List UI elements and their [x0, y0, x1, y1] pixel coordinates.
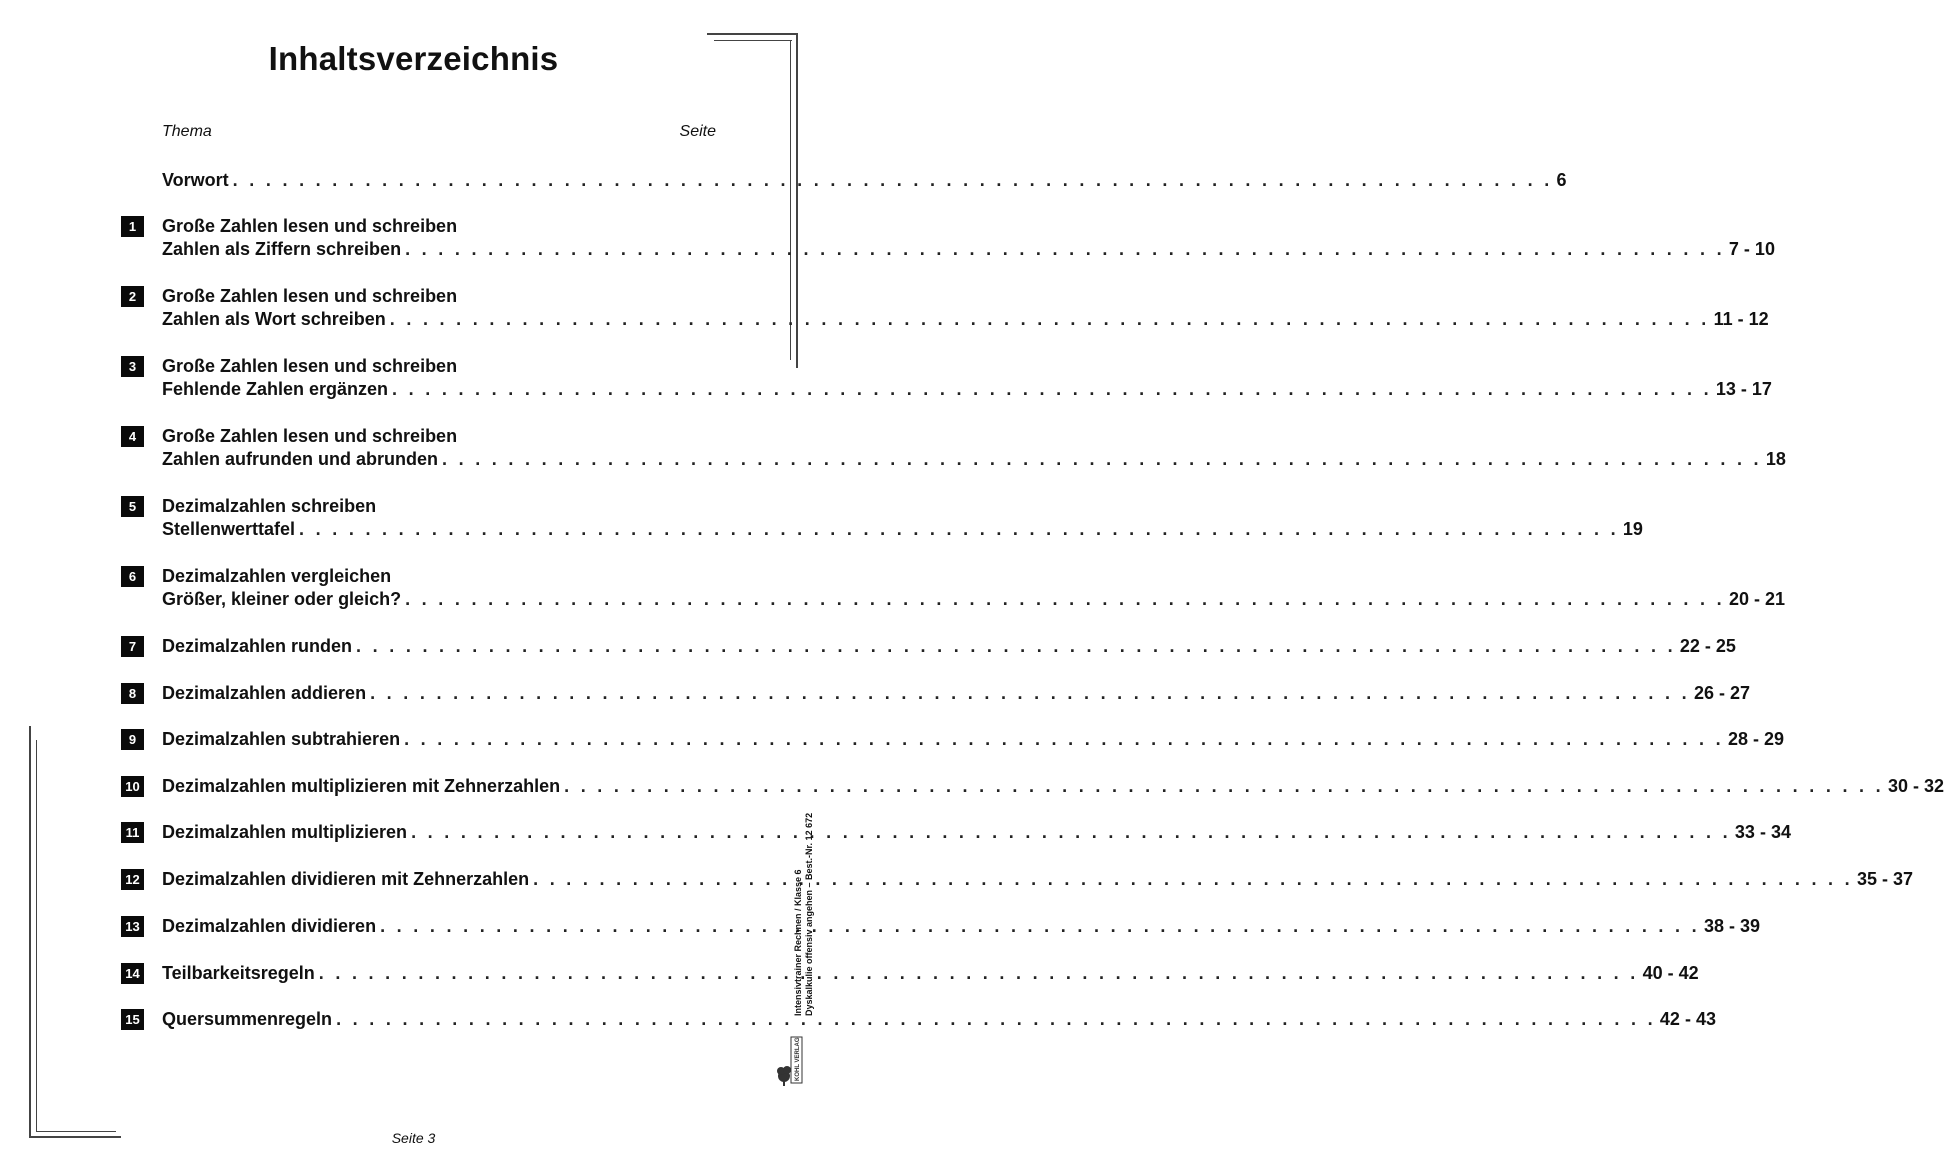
toc-entry-pages: 38 - 39: [1703, 916, 1760, 936]
dot-leader: . . . . . . . . . . . . . . . . . . . . . . . . . . . . . . . . . . . . . . . . . . . . . . . . . . . . . . . . . . . . . . . . . . . . . . . . . . . . . . . .: [411, 822, 1731, 842]
toc-entry: [162, 1008, 1716, 1031]
toc-entry-pages: 7 - 10: [1728, 239, 1775, 259]
toc-entry-heading: Große Zahlen lesen und schreiben: [162, 356, 458, 376]
publisher-name: KOHL VERLAG: [795, 1037, 801, 1081]
toc-entry: [162, 635, 1736, 658]
toc-entry: [162, 821, 1791, 844]
chapter-number-badge: 10: [121, 776, 144, 797]
toc-entry-heading: Dezimalzahlen vergleichen: [162, 566, 392, 586]
toc-entry: [162, 565, 1785, 611]
toc-entry-title: Zahlen als Wort schreiben: [162, 309, 386, 329]
publication-subtitle: Dyskalkulie offensiv angehen – Best.-Nr. 12 672: [804, 812, 814, 1016]
column-header-page: Seite: [679, 123, 716, 140]
toc-entry: [162, 425, 1786, 471]
dot-leader: . . . . . . . . . . . . . . . . . . . . . . . . . . . . . . . . . . . . . . . . . . . . . . . . . . . . . . . . . . . . . . . . . . . . . . . . . . . . . . . .: [564, 776, 1884, 796]
toc-entry-pages: 20 - 21: [1728, 589, 1785, 609]
toc-entry: [162, 775, 1944, 798]
dot-leader: . . . . . . . . . . . . . . . . . . . . . . . . . . . . . . . . . . . . . . . . . . . . . . . . . . . . . . . . . . . . . . . . . . . . . . . . . . . . . . . .: [299, 519, 1619, 539]
dot-leader: . . . . . . . . . . . . . . . . . . . . . . . . . . . . . . . . . . . . . . . . . . . . . . . . . . . . . . . . . . . . . . . . . . . . . . . . . . . . . . . .: [392, 379, 1712, 399]
toc-entry-title: Dezimalzahlen addieren: [162, 683, 367, 703]
chapter-number-badge: 7: [121, 636, 144, 657]
dot-leader: . . . . . . . . . . . . . . . . . . . . . . . . . . . . . . . . . . . . . . . . . . . . . . . . . . . . . . . . . . . . . . . . . . . . . . . . . . . . . . . .: [442, 449, 1762, 469]
chapter-number-badge: 14: [121, 963, 144, 984]
toc-entry-title: Dezimalzahlen multiplizieren mit Zehnerzahlen: [162, 776, 561, 796]
toc-entry-title: Dezimalzahlen runden: [162, 636, 353, 656]
chapter-number-badge: 9: [121, 729, 144, 750]
toc-entry-heading: Große Zahlen lesen und schreiben: [162, 286, 458, 306]
chapter-number-badge: 1: [121, 216, 144, 237]
dot-leader: . . . . . . . . . . . . . . . . . . . . . . . . . . . . . . . . . . . . . . . . . . . . . . . . . . . . . . . . . . . . . . . . . . . . . . . . . . . . . . . .: [404, 729, 1724, 749]
dot-leader: . . . . . . . . . . . . . . . . . . . . . . . . . . . . . . . . . . . . . . . . . . . . . . . . . . . . . . . . . . . . . . . . . . . . . . . . . . . . . . . .: [405, 239, 1725, 259]
publication-title: Intensivtrainer Rechnen / Klasse 6: [793, 869, 803, 1016]
toc-entry-pages: 40 - 42: [1642, 963, 1699, 983]
toc-entry-pages: 11 - 12: [1713, 309, 1769, 329]
tree-logo-icon: [775, 1035, 805, 1087]
dot-leader: . . . . . . . . . . . . . . . . . . . . . . . . . . . . . . . . . . . . . . . . . . . . . . . . . . . . . . . . . . . . . . . . . . . . . . . . . . . . . . . .: [318, 963, 1639, 983]
toc-entry-title: Fehlende Zahlen ergänzen: [162, 379, 389, 399]
toc-entry-heading: Große Zahlen lesen und schreiben: [162, 426, 458, 446]
page-number: Seite 3: [391, 1130, 436, 1146]
column-header-topic: Thema: [162, 123, 212, 140]
page-title: Inhaltsverzeichnis: [268, 40, 559, 77]
publisher-logo: [775, 1035, 805, 1087]
toc-entry-title: Zahlen als Ziffern schreiben: [162, 239, 402, 259]
toc-entry-pages: 6: [1556, 170, 1567, 190]
chapter-number-badge: 5: [121, 496, 144, 517]
chapter-number-badge: 2: [121, 286, 144, 307]
dot-leader: . . . . . . . . . . . . . . . . . . . . . . . . . . . . . . . . . . . . . . . . . . . . . . . . . . . . . . . . . . . . . . . . . . . . . . . . . . . . . . . .: [405, 589, 1725, 609]
toc-entry: [162, 915, 1760, 938]
toc-entry-pages: 13 - 17: [1715, 379, 1772, 399]
chapter-number-badge: 3: [121, 356, 144, 377]
toc-entry-title: Vorwort: [162, 170, 229, 190]
chapter-number-badge: 8: [121, 683, 144, 704]
toc-entry-pages: 26 - 27: [1693, 683, 1750, 703]
toc-entry-title: Größer, kleiner oder gleich?: [162, 589, 402, 609]
chapter-number-badge: 4: [121, 426, 144, 447]
toc-entry: [162, 868, 1913, 891]
toc-entry-title: Dezimalzahlen subtrahieren: [162, 729, 401, 749]
chapter-number-badge: 13: [121, 916, 144, 937]
toc-entry-pages: 33 - 34: [1734, 822, 1791, 842]
toc-entry-pages: 28 - 29: [1727, 729, 1784, 749]
toc-entry: [162, 285, 1769, 331]
toc-entry-title: Dezimalzahlen dividieren mit Zehnerzahlen: [162, 869, 530, 889]
dot-leader: . . . . . . . . . . . . . . . . . . . . . . . . . . . . . . . . . . . . . . . . . . . . . . . . . . . . . . . . . . . . . . . . . . . . . . . . . . . . . . . .: [380, 916, 1700, 936]
toc-entry: [162, 495, 1643, 541]
dot-leader: . . . . . . . . . . . . . . . . . . . . . . . . . . . . . . . . . . . . . . . . . . . . . . . . . . . . . . . . . . . . . . . . . . . . . . . . . . . . . . . .: [356, 636, 1676, 656]
dot-leader: . . . . . . . . . . . . . . . . . . . . . . . . . . . . . . . . . . . . . . . . . . . . . . . . . . . . . . . . . . . . . . . . . . . . . . . . . . . . . . . .: [533, 869, 1853, 889]
toc-entry-heading: Dezimalzahlen schreiben: [162, 496, 377, 516]
toc-entry-title: Stellenwerttafel: [162, 519, 296, 539]
dot-leader: . . . . . . . . . . . . . . . . . . . . . . . . . . . . . . . . . . . . . . . . . . . . . . . . . . . . . . . . . . . . . . . . . . . . . . . . . . . . . . . .: [232, 170, 1553, 190]
toc-entry-title: Dezimalzahlen multiplizieren: [162, 822, 408, 842]
toc-entry-title: Teilbarkeitsregeln: [162, 963, 315, 983]
publication-info: [793, 813, 815, 1016]
chapter-number-badge: 15: [121, 1009, 144, 1030]
chapter-number-badge: 12: [121, 869, 144, 890]
toc-entry: [162, 215, 1775, 261]
toc-entry-pages: 18: [1765, 449, 1786, 469]
chapter-number-badge: 6: [121, 566, 144, 587]
toc-entry-title: Dezimalzahlen dividieren: [162, 916, 377, 936]
toc-entry-pages: 30 - 32: [1887, 776, 1944, 796]
toc-entry-pages: 22 - 25: [1679, 636, 1736, 656]
toc-entry-heading: Große Zahlen lesen und schreiben: [162, 216, 458, 236]
toc-entry: [162, 728, 1784, 751]
toc-entry-pages: 35 - 37: [1856, 869, 1913, 889]
dot-leader: . . . . . . . . . . . . . . . . . . . . . . . . . . . . . . . . . . . . . . . . . . . . . . . . . . . . . . . . . . . . . . . . . . . . . . . . . . . . . . . .: [336, 1009, 1656, 1029]
toc-entry-title: Zahlen aufrunden und abrunden: [162, 449, 438, 469]
toc-entry-pages: 19: [1622, 519, 1643, 539]
toc-entry: [162, 355, 1772, 401]
chapter-number-badge: 11: [121, 822, 144, 843]
toc-entry: [162, 962, 1699, 985]
toc-entry-title: Quersummenregeln: [162, 1009, 333, 1029]
toc-entry: [162, 169, 1567, 192]
dot-leader: . . . . . . . . . . . . . . . . . . . . . . . . . . . . . . . . . . . . . . . . . . . . . . . . . . . . . . . . . . . . . . . . . . . . . . . . . . . . . . . .: [389, 309, 1710, 329]
toc-entry: [162, 682, 1750, 705]
toc-entry-pages: 42 - 43: [1659, 1009, 1716, 1029]
dot-leader: . . . . . . . . . . . . . . . . . . . . . . . . . . . . . . . . . . . . . . . . . . . . . . . . . . . . . . . . . . . . . . . . . . . . . . . . . . . . . . . .: [370, 683, 1690, 703]
